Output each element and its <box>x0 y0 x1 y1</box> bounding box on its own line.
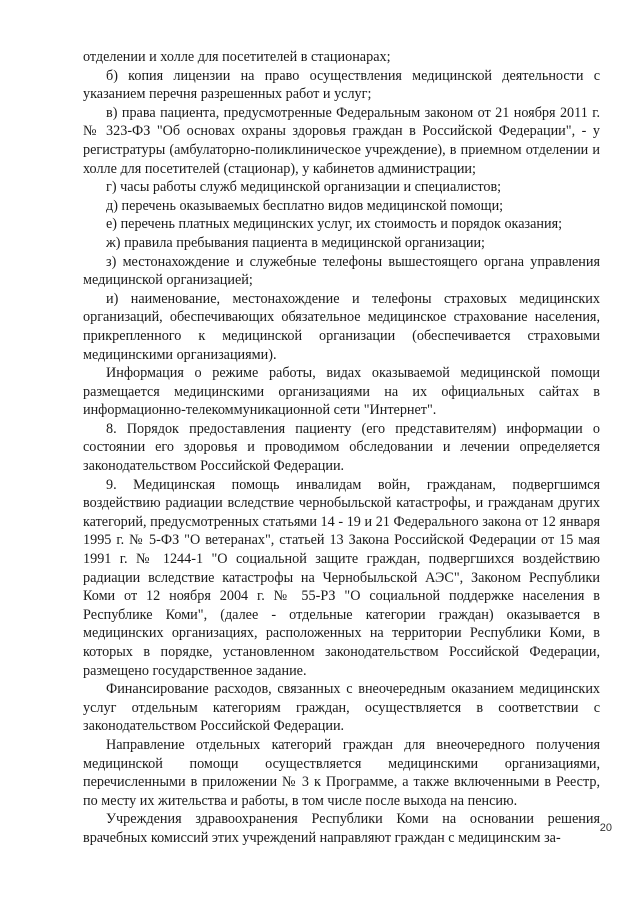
paragraph: д) перечень оказываемых бесплатно видов медицинской помощи; <box>106 197 504 214</box>
paragraph: Финансирование расходов, связанных с внеочередным оказанием медицинских услуг отдельным категориям граждан, осуществляется в соответствии с законодательством Российской Федерации. <box>83 681 600 735</box>
paragraph: з) местонахождение и служебные телефоны вышестоящего органа управления медицинской организацией; <box>83 253 600 289</box>
paragraph: отделении и холле для посетителей в стационарах; <box>83 49 391 65</box>
paragraph: е) перечень платных медицинских услуг, их стоимость и порядок оказания; <box>106 216 563 233</box>
paragraph: и) наименование, местонахождение и телефоны страховых медицинских организаций, обеспечивающих обязательное медицинское страхование населения, прикрепленного к медицинской организации (обеспечивается страховыми медицинскими организациями). <box>83 290 600 363</box>
paragraph: Направление отдельных категорий граждан для внеочередного получения медицинской помощи осуществляется медицинскими организациями, перечисленными в приложении № 3 к Программе, а также включенными в Реестр, по месту их жительства и работы, в том числе после выхода на пенсию. <box>83 736 600 809</box>
page-number: 20 <box>599 822 612 834</box>
paragraph: Учреждения здравоохранения Республики Коми на основании решения врачебных комиссий этих учреждений направляют граждан с медицинским за- <box>83 811 600 846</box>
paragraph: б) копия лицензии на право осуществления медицинской деятельности с указанием перечня разрешенных работ и услуг; <box>83 67 600 103</box>
paragraph: Информация о режиме работы, видах оказываемой медицинской помощи размещается медицинскими организациями на их официальных сайтах в информационно-телекоммуникационной сети "Интернет". <box>83 365 600 419</box>
paragraph: ж) правила пребывания пациента в медицинской организации; <box>106 234 485 251</box>
paragraph: в) права пациента, предусмотренные Федеральным законом от 21 ноября 2011 г. № 323-ФЗ "Об основах охраны здоровья граждан в Российской Федерации", - у регистратуры (амбулаторно-поликлиническое учреждение), в приемном отделении и холле для посетителей (стационар), у кабинетов администрации; <box>83 104 600 177</box>
paragraph: 9. Медицинская помощь инвалидам войн, гражданам, подвергшимся воздействию радиации вследствие чернобыльской катастрофы, и гражданам других категорий, предусмотренных статьями 14 - 19 и 21 Федерального закона от 12 января 1995 г. № 5-ФЗ "О ветеранах", статьей 13 Закона Российской Федерации от 15 мая 1991 г. № 1244-1 "О социальной защите граждан, подвергшихся воздействию радиации вследствие катастрофы на Чернобыльской АЭС", Законом Республики Коми от 12 ноября 2004 г. № 55-РЗ "О социальной поддержке населения в Республике Коми", (далее - отдельные категории граждан) оказывается в медицинских организациях, расположенных на территории Республики Коми, в которых в порядке, установленном законодательством Российской Федерации, размещено государственное задание. <box>83 476 600 679</box>
paragraph: 8. Порядок предоставления пациенту (его представителям) информации о состоянии его здоровья и проводимом обследовании и лечении определяется законодательством Российской Федерации. <box>83 420 600 475</box>
document-body <box>83 48 600 848</box>
paragraph: г) часы работы служб медицинской организации и специалистов; <box>106 179 502 196</box>
